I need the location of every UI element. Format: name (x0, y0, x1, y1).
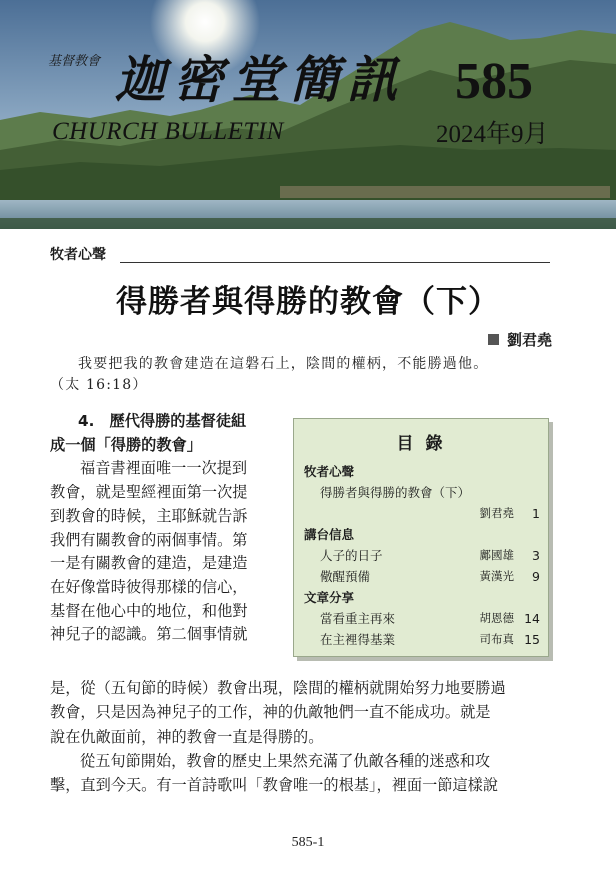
toc-item-title: 儆醒預備 (320, 569, 371, 584)
author-name: 劉君堯 (506, 331, 552, 349)
text-line: 從五旬節開始，教會的歷史上果然充滿了仇敵各種的迷惑和攻 (80, 751, 491, 770)
column-rule (120, 262, 550, 263)
text-line: 一是有關教會的建造，是建造 (50, 554, 248, 573)
toc-item-byline (304, 503, 540, 524)
article-title: 得勝者與得勝的教會（下） (116, 284, 500, 320)
toc-item-page: 15 (524, 632, 540, 647)
section-heading-cont: 成一個「得勝的教會」 (50, 435, 202, 454)
verse-reference: （太 16:18） (50, 377, 148, 393)
toc-item-page: 14 (524, 611, 540, 626)
toc-item-author: 鄺國雄 (479, 548, 514, 562)
section-heading: 4. 歷代得勝的基督徒組 (78, 412, 247, 430)
column-label: 牧者心聲 (50, 247, 106, 263)
square-bullet-icon (488, 334, 499, 345)
toc-section: 牧者心聲 (304, 464, 355, 479)
toc-section: 講台信息 (304, 527, 355, 542)
toc-section: 文章分享 (304, 590, 355, 605)
page-number: 585-1 (291, 835, 325, 850)
article-author (488, 329, 552, 350)
article-column-text (50, 410, 278, 647)
toc-item-author: 司布真 (479, 632, 514, 646)
text-line: 教會，就是聖經裡面第一次提 (50, 483, 248, 502)
table-of-contents (293, 418, 549, 657)
issue-number: 585 (455, 53, 533, 110)
text-line: 基督在他心中的地位，和他對 (50, 601, 248, 620)
toc-item (304, 608, 540, 629)
toc-item-author: 劉君堯 (479, 506, 514, 520)
toc-item-title: 當看重主再來 (320, 611, 396, 626)
text-line: 福音書裡面唯一一次提到 (80, 459, 248, 478)
toc-item-author: 胡恩德 (479, 611, 514, 625)
text-line: 到教會的時候，主耶穌就告訴 (50, 506, 248, 525)
text-line: 是，從（五旬節的時候）教會出現，陰間的權柄就開始努力地要勝過 (50, 679, 506, 697)
toc-item-title: 得勝者與得勝的教會（下） (320, 485, 471, 500)
toc-item (304, 566, 540, 587)
toc-item (304, 629, 540, 650)
verse-text: 我要把我的教會建造在這磐石上，陰間的權柄，不能勝過他。 (78, 356, 489, 372)
bulletin-title: 迦密堂簡訊 (115, 50, 405, 109)
toc-item-page: 3 (532, 548, 540, 563)
english-title: CHURCH BULLETIN (52, 118, 284, 145)
organization-name: 基督教會 (48, 54, 101, 69)
scripture-verse (50, 354, 555, 396)
toc-list (304, 461, 540, 650)
toc-item-title: 人子的日子 (320, 548, 383, 563)
text-line: 神兒子的認識。第二個事情就 (50, 625, 248, 644)
text-line: 說在仇敵面前，神的教會一直是得勝的。 (50, 727, 324, 746)
issue-date: 2024年9月 (436, 121, 549, 148)
text-line: 我們有關教會的兩個事情。第 (50, 530, 248, 549)
text-line: 教會，只是因為神兒子的工作，神的仇敵牠們一直不能成功。就是 (50, 703, 491, 722)
cover-banner (0, 0, 616, 229)
toc-item-author: 黃漢光 (479, 569, 514, 583)
article-full-text (50, 676, 560, 797)
text-line: 擊，直到今天。有一首詩歌叫「教會唯一的根基」，裡面一節這樣說 (50, 776, 499, 795)
toc-item-page: 1 (532, 506, 540, 521)
text-line: 在好像當時彼得那樣的信心， (50, 577, 248, 596)
toc-title: 目 錄 (396, 434, 446, 454)
toc-item-title: 在主裡得基業 (320, 632, 396, 647)
toc-item (304, 545, 540, 566)
toc-item-page: 9 (532, 569, 540, 584)
